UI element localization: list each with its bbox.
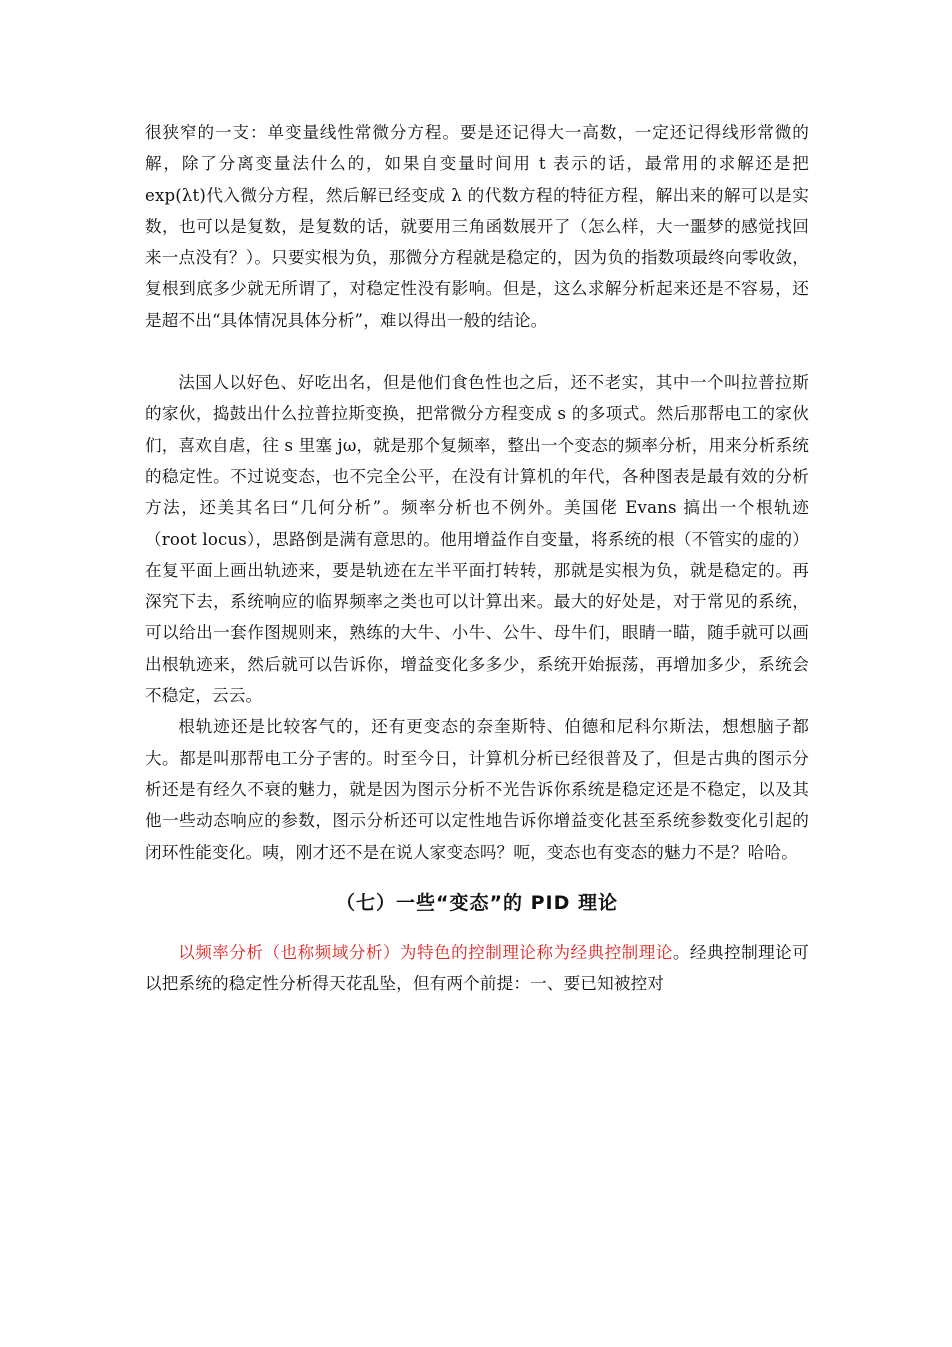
highlighted-text: 以频率分析（也称频域分析）为特色的控制理论称为经典控制理论 [178, 942, 673, 962]
paragraph-root-locus: 根轨迹还是比较客气的，还有更变态的奈奎斯特、伯德和尼科尔斯法，想想脑子都大。都是叫那帮电工分子害的。时至今日，计算机分析已经很普及了，但是古典的图示分析还是有经久不衰的魅力，就是因为图示分析不光告诉你系统是稳定还是不稳定，以及其他一些动态响应的参数，图示分析还可以定性地告诉你增益变化甚至系统参数变化引起的闭环性能变化。咦，刚才还不是在说人家变态吗？呃，变态也有变态的魅力不是？哈哈。 [145, 717, 809, 862]
paragraph-text: 。经典控制理论可以把系统的稳定性分析得天花乱坠，但有两个前提：一、要已知被控对 [145, 942, 809, 994]
section-title: （七）一些“变态”的 PID 理论 [336, 891, 618, 914]
paragraph-laplace: 法国人以好色、好吃出名，但是他们食色性也之后，还不老实，其中一个叫拉普拉斯的家伙，捣鼓出什么拉普拉斯变换，把常微分方程变成 s 的多项式。然后那帮电工的家伙们，喜欢自虐，往 s 里塞 jω，就是那个复频率，整出一个变态的频率分析，用来分析系统的稳定性。不过说变态，也不完全公平，在没有计算机的年代，各种图表是最有效的分析方法，还美其名曰“几何分析”。频率分析也不例外。美国佬 Evans 搞出一个根轨迹（root locus），思路倒是满有意思的。他用增益作自变量，将系统的根（不管实的虚的）在复平面上画出轨迹来，要是轨迹在左半平面打转转，那就是实根为负，就是稳定的。再深究下去，系统响应的临界频率之类也可以计算出来。最大的好处是，对于常见的系统，可以给出一套作图规则来，熟练的大牛、小牛、公牛、母牛们，眼睛一瞄，随手就可以画出根轨迹来，然后就可以告诉你，增益变化多多少，系统开始振荡，再增加多少，系统会不稳定，云云。 [145, 373, 809, 706]
paragraph-classic-control [145, 937, 809, 1000]
document-page [145, 117, 809, 999]
paragraph-spacer [145, 336, 809, 367]
paragraph-ode: 很狭窄的一支：单变量线性常微分方程。要是还记得大一高数，一定还记得线形常微的解，除了分离变量法什么的，如果自变量时间用 t 表示的话，最常用的求解还是把 exp(λt)代入微分方程，然后解已经变成 λ 的代数方程的特征方程，解出来的解可以是实数，也可以是复数，是复数的话，就要用三角函数展开了（怎么样，大一噩梦的感觉找回来一点没有？）。只要实根为负，那微分方程就是稳定的，因为负的指数项最终向零收敛，复根到底多少就无所谓了，对稳定性没有影响。但是，这么求解分析起来还是不容易，还是超不出“具体情况具体分析”，难以得出一般的结论。 [145, 123, 809, 330]
